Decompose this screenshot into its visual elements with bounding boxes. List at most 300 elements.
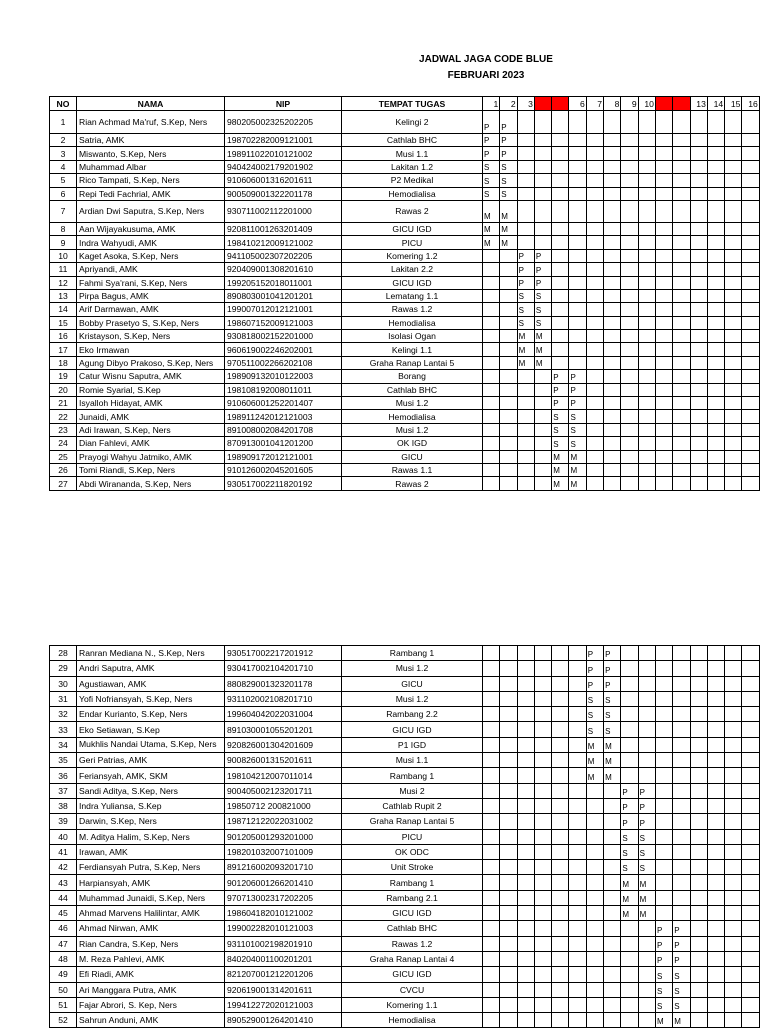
shift-cell-day-14 bbox=[707, 370, 724, 383]
row-tempat: Komering 1.1 bbox=[342, 997, 483, 1012]
row-nip: 940424002179201902 bbox=[225, 160, 342, 173]
shift-cell-day-9 bbox=[621, 289, 638, 302]
shift-cell-day-3 bbox=[517, 397, 534, 410]
shift-cell-day-6 bbox=[569, 343, 586, 356]
shift-cell-day-2 bbox=[500, 397, 517, 410]
shift-cell-day-6 bbox=[569, 982, 586, 997]
table-row bbox=[50, 397, 760, 410]
table-row bbox=[50, 263, 760, 276]
row-nip: 198911242012121003 bbox=[225, 410, 342, 423]
shift-cell-day-13 bbox=[690, 860, 707, 875]
row-no: 50 bbox=[50, 982, 77, 997]
header-day-9: 9 bbox=[621, 97, 638, 111]
shift-cell-day-12 bbox=[673, 814, 690, 829]
shift-cell-day-7 bbox=[586, 829, 603, 844]
shift-cell-day-9 bbox=[621, 303, 638, 316]
shift-cell-day-2 bbox=[500, 906, 517, 921]
shift-cell-day-6 bbox=[569, 160, 586, 173]
shift-cell-day-16 bbox=[742, 722, 759, 737]
shift-cell-day-9 bbox=[621, 134, 638, 147]
shift-cell-day-4: S bbox=[534, 303, 551, 316]
shift-cell-day-7 bbox=[586, 997, 603, 1012]
shift-cell-day-15 bbox=[725, 303, 742, 316]
shift-cell-day-1 bbox=[483, 437, 500, 450]
row-nip: 900826001315201611 bbox=[225, 753, 342, 768]
shift-cell-day-3 bbox=[517, 906, 534, 921]
shift-cell-day-5: M bbox=[552, 450, 569, 463]
shift-cell-day-11 bbox=[655, 343, 672, 356]
shift-cell-day-7 bbox=[586, 383, 603, 396]
shift-cell-day-15 bbox=[725, 147, 742, 160]
shift-cell-day-12 bbox=[673, 477, 690, 490]
row-tempat: Rambang 1 bbox=[342, 768, 483, 783]
shift-cell-day-11 bbox=[655, 303, 672, 316]
shift-cell-day-15 bbox=[725, 437, 742, 450]
shift-cell-day-10 bbox=[638, 147, 655, 160]
shift-cell-day-11: P bbox=[655, 951, 672, 966]
shift-cell-day-9 bbox=[621, 951, 638, 966]
shift-cell-day-9 bbox=[621, 967, 638, 982]
shift-cell-day-11 bbox=[655, 289, 672, 302]
shift-cell-day-3 bbox=[517, 722, 534, 737]
shift-cell-day-14 bbox=[707, 768, 724, 783]
shift-cell-day-4 bbox=[534, 160, 551, 173]
shift-cell-day-8 bbox=[604, 997, 621, 1012]
table-row bbox=[50, 187, 760, 200]
shift-cell-day-3 bbox=[517, 187, 534, 200]
shift-cell-day-5 bbox=[552, 1013, 569, 1028]
shift-cell-day-4 bbox=[534, 450, 551, 463]
shift-cell-day-5 bbox=[552, 249, 569, 262]
shift-cell-day-13 bbox=[690, 737, 707, 752]
shift-cell-day-8: S bbox=[604, 691, 621, 706]
shift-cell-day-5 bbox=[552, 343, 569, 356]
shift-cell-day-12 bbox=[673, 844, 690, 859]
shift-cell-day-1: M bbox=[483, 222, 500, 235]
shift-cell-day-9 bbox=[621, 147, 638, 160]
row-nip: 198604182010121002 bbox=[225, 906, 342, 921]
row-no: 52 bbox=[50, 1013, 77, 1028]
shift-cell-day-6 bbox=[569, 798, 586, 813]
shift-cell-day-2 bbox=[500, 450, 517, 463]
row-tempat: Musi 1.2 bbox=[342, 661, 483, 676]
shift-cell-day-3 bbox=[517, 798, 534, 813]
shift-cell-day-2: P bbox=[500, 134, 517, 147]
row-tempat: Graha Ranap Lantai 4 bbox=[342, 951, 483, 966]
row-nama: Catur Wisnu Saputra, AMK bbox=[77, 370, 225, 383]
shift-cell-day-6 bbox=[569, 174, 586, 187]
shift-cell-day-4: S bbox=[534, 289, 551, 302]
shift-cell-day-1: M bbox=[483, 236, 500, 249]
shift-cell-day-9 bbox=[621, 160, 638, 173]
row-no: 3 bbox=[50, 147, 77, 160]
shift-cell-day-2 bbox=[500, 829, 517, 844]
shift-cell-day-12 bbox=[673, 860, 690, 875]
shift-cell-day-5 bbox=[552, 997, 569, 1012]
shift-cell-day-14 bbox=[707, 951, 724, 966]
shift-cell-day-11 bbox=[655, 134, 672, 147]
shift-cell-day-6 bbox=[569, 691, 586, 706]
shift-cell-day-15 bbox=[725, 370, 742, 383]
shift-cell-day-2: S bbox=[500, 187, 517, 200]
shift-cell-day-1 bbox=[483, 423, 500, 436]
row-no: 47 bbox=[50, 936, 77, 951]
shift-cell-day-14 bbox=[707, 921, 724, 936]
shift-cell-day-5 bbox=[552, 890, 569, 905]
shift-cell-day-12 bbox=[673, 410, 690, 423]
shift-cell-day-14 bbox=[707, 187, 724, 200]
shift-cell-day-3 bbox=[517, 450, 534, 463]
table-row bbox=[50, 174, 760, 187]
row-tempat: Musi 1.2 bbox=[342, 691, 483, 706]
shift-cell-day-14 bbox=[707, 844, 724, 859]
shift-cell-day-8: P bbox=[604, 676, 621, 691]
shift-cell-day-1: M bbox=[483, 200, 500, 222]
shift-cell-day-1: P bbox=[483, 134, 500, 147]
shift-cell-day-7 bbox=[586, 222, 603, 235]
shift-cell-day-3 bbox=[517, 707, 534, 722]
shift-cell-day-6: M bbox=[569, 463, 586, 476]
shift-cell-day-12 bbox=[673, 343, 690, 356]
shift-cell-day-10 bbox=[638, 423, 655, 436]
row-tempat: P1 IGD bbox=[342, 737, 483, 752]
shift-cell-day-13 bbox=[690, 236, 707, 249]
row-nip: 870913001041201200 bbox=[225, 437, 342, 450]
header-day-8: 8 bbox=[604, 97, 621, 111]
shift-cell-day-4 bbox=[534, 967, 551, 982]
shift-cell-day-6 bbox=[569, 737, 586, 752]
shift-cell-day-12 bbox=[673, 200, 690, 222]
shift-cell-day-14 bbox=[707, 463, 724, 476]
shift-cell-day-10 bbox=[638, 187, 655, 200]
shift-cell-day-12 bbox=[673, 423, 690, 436]
shift-cell-day-12 bbox=[673, 737, 690, 752]
shift-cell-day-13 bbox=[690, 722, 707, 737]
row-nip: 198104212007011014 bbox=[225, 768, 342, 783]
shift-cell-day-3 bbox=[517, 134, 534, 147]
shift-cell-day-13 bbox=[690, 753, 707, 768]
header-day-16: 16 bbox=[742, 97, 759, 111]
shift-cell-day-10 bbox=[638, 410, 655, 423]
shift-cell-day-13 bbox=[690, 707, 707, 722]
shift-cell-day-5 bbox=[552, 646, 569, 661]
shift-cell-day-2 bbox=[500, 951, 517, 966]
shift-cell-day-4 bbox=[534, 890, 551, 905]
shift-cell-day-11 bbox=[655, 276, 672, 289]
shift-cell-day-5 bbox=[552, 936, 569, 951]
shift-cell-day-14 bbox=[707, 397, 724, 410]
row-no: 16 bbox=[50, 330, 77, 343]
shift-cell-day-9 bbox=[621, 661, 638, 676]
shift-cell-day-10 bbox=[638, 236, 655, 249]
shift-cell-day-16 bbox=[742, 200, 759, 222]
shift-cell-day-5: M bbox=[552, 477, 569, 490]
shift-cell-day-7 bbox=[586, 370, 603, 383]
shift-cell-day-16 bbox=[742, 187, 759, 200]
shift-cell-day-11 bbox=[655, 829, 672, 844]
shift-cell-day-4 bbox=[534, 174, 551, 187]
shift-cell-day-2 bbox=[500, 753, 517, 768]
table-row bbox=[50, 661, 760, 676]
shift-cell-day-2 bbox=[500, 383, 517, 396]
shift-cell-day-5 bbox=[552, 951, 569, 966]
shift-cell-day-7 bbox=[586, 798, 603, 813]
table-row bbox=[50, 737, 760, 752]
shift-cell-day-2 bbox=[500, 814, 517, 829]
shift-cell-day-13 bbox=[690, 982, 707, 997]
shift-cell-day-11 bbox=[655, 236, 672, 249]
row-nip: 970511002266202108 bbox=[225, 356, 342, 369]
shift-cell-day-13 bbox=[690, 906, 707, 921]
shift-cell-day-4 bbox=[534, 768, 551, 783]
shift-cell-day-6 bbox=[569, 303, 586, 316]
table-row bbox=[50, 303, 760, 316]
row-no: 7 bbox=[50, 200, 77, 222]
shift-cell-day-3 bbox=[517, 437, 534, 450]
shift-cell-day-10 bbox=[638, 276, 655, 289]
shift-cell-day-15 bbox=[725, 753, 742, 768]
shift-cell-day-16 bbox=[742, 737, 759, 752]
shift-cell-day-15 bbox=[725, 783, 742, 798]
row-no: 23 bbox=[50, 423, 77, 436]
shift-cell-day-15 bbox=[725, 343, 742, 356]
shift-cell-day-2 bbox=[500, 707, 517, 722]
shift-cell-day-12 bbox=[673, 661, 690, 676]
table-row bbox=[50, 676, 760, 691]
shift-cell-day-10: P bbox=[638, 783, 655, 798]
shift-cell-day-4: M bbox=[534, 330, 551, 343]
shift-cell-day-11 bbox=[655, 768, 672, 783]
row-nama: Kristayson, S.Kep, Ners bbox=[77, 330, 225, 343]
row-no: 2 bbox=[50, 134, 77, 147]
row-tempat: Hemodialisa bbox=[342, 1013, 483, 1028]
shift-cell-day-7 bbox=[586, 982, 603, 997]
shift-cell-day-14 bbox=[707, 410, 724, 423]
shift-cell-day-8 bbox=[604, 370, 621, 383]
row-nip: 920409001308201610 bbox=[225, 263, 342, 276]
shift-cell-day-3: P bbox=[517, 249, 534, 262]
table-row bbox=[50, 276, 760, 289]
shift-cell-day-11: P bbox=[655, 921, 672, 936]
shift-cell-day-9 bbox=[621, 437, 638, 450]
shift-cell-day-13 bbox=[690, 890, 707, 905]
shift-cell-day-4 bbox=[534, 383, 551, 396]
shift-cell-day-4 bbox=[534, 860, 551, 875]
shift-cell-day-12 bbox=[673, 783, 690, 798]
shift-cell-day-1 bbox=[483, 814, 500, 829]
shift-cell-day-5 bbox=[552, 134, 569, 147]
shift-cell-day-2: M bbox=[500, 236, 517, 249]
row-nip: 931101002198201910 bbox=[225, 936, 342, 951]
shift-cell-day-6 bbox=[569, 936, 586, 951]
row-nip: 198410212009121002 bbox=[225, 236, 342, 249]
shift-cell-day-6: P bbox=[569, 383, 586, 396]
row-nama: Mukhlis Nandai Utama, S.Kep, Ners bbox=[77, 737, 225, 752]
shift-cell-day-14 bbox=[707, 437, 724, 450]
table-row bbox=[50, 383, 760, 396]
shift-cell-day-4 bbox=[534, 844, 551, 859]
row-no: 25 bbox=[50, 450, 77, 463]
shift-cell-day-9 bbox=[621, 187, 638, 200]
shift-cell-day-7: M bbox=[586, 753, 603, 768]
shift-cell-day-2 bbox=[500, 330, 517, 343]
shift-cell-day-1: S bbox=[483, 160, 500, 173]
shift-cell-day-7 bbox=[586, 111, 603, 134]
shift-cell-day-6 bbox=[569, 814, 586, 829]
shift-cell-day-6 bbox=[569, 890, 586, 905]
row-tempat: GICU IGD bbox=[342, 967, 483, 982]
shift-cell-day-11 bbox=[655, 875, 672, 890]
shift-cell-day-9 bbox=[621, 921, 638, 936]
shift-cell-day-8: S bbox=[604, 722, 621, 737]
shift-cell-day-5 bbox=[552, 263, 569, 276]
shift-cell-day-11 bbox=[655, 160, 672, 173]
row-nama: Satria, AMK bbox=[77, 134, 225, 147]
shift-cell-day-10 bbox=[638, 997, 655, 1012]
shift-cell-day-12 bbox=[673, 691, 690, 706]
shift-cell-day-4 bbox=[534, 982, 551, 997]
shift-cell-day-8: P bbox=[604, 661, 621, 676]
shift-cell-day-7: S bbox=[586, 691, 603, 706]
shift-cell-day-6: P bbox=[569, 397, 586, 410]
shift-cell-day-15 bbox=[725, 111, 742, 134]
shift-cell-day-9: P bbox=[621, 798, 638, 813]
shift-cell-day-6 bbox=[569, 875, 586, 890]
row-tempat: P2 Medikal bbox=[342, 174, 483, 187]
shift-cell-day-6 bbox=[569, 860, 586, 875]
row-nip: 199604042022031004 bbox=[225, 707, 342, 722]
shift-cell-day-4: M bbox=[534, 356, 551, 369]
shift-cell-day-1 bbox=[483, 370, 500, 383]
shift-cell-day-12 bbox=[673, 187, 690, 200]
shift-cell-day-1 bbox=[483, 997, 500, 1012]
row-no: 35 bbox=[50, 753, 77, 768]
shift-cell-day-12 bbox=[673, 646, 690, 661]
shift-cell-day-2: M bbox=[500, 222, 517, 235]
row-no: 21 bbox=[50, 397, 77, 410]
shift-cell-day-2 bbox=[500, 875, 517, 890]
row-nama: Aan Wijayakusuma, AMK bbox=[77, 222, 225, 235]
shift-cell-day-10 bbox=[638, 200, 655, 222]
shift-cell-day-11 bbox=[655, 737, 672, 752]
row-no: 5 bbox=[50, 174, 77, 187]
shift-cell-day-2 bbox=[500, 410, 517, 423]
shift-cell-day-15 bbox=[725, 875, 742, 890]
shift-cell-day-5 bbox=[552, 356, 569, 369]
shift-cell-day-4 bbox=[534, 829, 551, 844]
shift-cell-day-5 bbox=[552, 222, 569, 235]
shift-cell-day-10 bbox=[638, 1013, 655, 1028]
table-row bbox=[50, 829, 760, 844]
shift-cell-day-14 bbox=[707, 1013, 724, 1028]
row-tempat: Cathlab BHC bbox=[342, 921, 483, 936]
shift-cell-day-1 bbox=[483, 722, 500, 737]
shift-cell-day-2 bbox=[500, 343, 517, 356]
shift-cell-day-13 bbox=[690, 316, 707, 329]
shift-cell-day-2 bbox=[500, 276, 517, 289]
shift-cell-day-14 bbox=[707, 814, 724, 829]
shift-cell-day-5: P bbox=[552, 397, 569, 410]
shift-cell-day-13 bbox=[690, 289, 707, 302]
row-no: 36 bbox=[50, 768, 77, 783]
row-nip: 920811001263201409 bbox=[225, 222, 342, 235]
shift-cell-day-2 bbox=[500, 676, 517, 691]
header-tempat: TEMPAT TUGAS bbox=[342, 97, 483, 111]
shift-cell-day-5 bbox=[552, 187, 569, 200]
shift-cell-day-12 bbox=[673, 222, 690, 235]
shift-cell-day-16 bbox=[742, 111, 759, 134]
row-tempat: Musi 1.2 bbox=[342, 397, 483, 410]
shift-cell-day-3 bbox=[517, 967, 534, 982]
row-nama: Tomi Riandi, S.Kep, Ners bbox=[77, 463, 225, 476]
row-no: 41 bbox=[50, 844, 77, 859]
shift-cell-day-1 bbox=[483, 646, 500, 661]
shift-cell-day-16 bbox=[742, 829, 759, 844]
shift-cell-day-10 bbox=[638, 921, 655, 936]
shift-cell-day-11 bbox=[655, 906, 672, 921]
row-nama: Dian Fahlevi, AMK bbox=[77, 437, 225, 450]
shift-cell-day-5 bbox=[552, 783, 569, 798]
row-nip: 199002282010121003 bbox=[225, 921, 342, 936]
shift-cell-day-1 bbox=[483, 890, 500, 905]
row-nip: 821207001212201206 bbox=[225, 967, 342, 982]
shift-cell-day-3 bbox=[517, 661, 534, 676]
shift-cell-day-15 bbox=[725, 890, 742, 905]
shift-cell-day-2 bbox=[500, 921, 517, 936]
row-nip: 910606001316201611 bbox=[225, 174, 342, 187]
row-tempat: GICU IGD bbox=[342, 722, 483, 737]
shift-cell-day-3 bbox=[517, 921, 534, 936]
shift-cell-day-4: S bbox=[534, 316, 551, 329]
shift-cell-day-12 bbox=[673, 356, 690, 369]
shift-cell-day-8 bbox=[604, 860, 621, 875]
shift-cell-day-7 bbox=[586, 844, 603, 859]
shift-cell-day-11 bbox=[655, 397, 672, 410]
shift-cell-day-13 bbox=[690, 356, 707, 369]
shift-cell-day-8 bbox=[604, 829, 621, 844]
shift-cell-day-2 bbox=[500, 783, 517, 798]
row-no: 29 bbox=[50, 661, 77, 676]
row-nama: Indra Yuliansa, S.Kep bbox=[77, 798, 225, 813]
shift-cell-day-8 bbox=[604, 798, 621, 813]
shift-cell-day-3: P bbox=[517, 276, 534, 289]
table-row bbox=[50, 707, 760, 722]
shift-cell-day-6 bbox=[569, 200, 586, 222]
header-nip: NIP bbox=[225, 97, 342, 111]
row-no: 12 bbox=[50, 276, 77, 289]
row-nama: Sahrun Anduni, AMK bbox=[77, 1013, 225, 1028]
shift-cell-day-2 bbox=[500, 661, 517, 676]
shift-cell-day-6 bbox=[569, 921, 586, 936]
shift-cell-day-10 bbox=[638, 356, 655, 369]
shift-cell-day-3 bbox=[517, 646, 534, 661]
shift-cell-day-15 bbox=[725, 844, 742, 859]
table-row bbox=[50, 316, 760, 329]
shift-cell-day-1 bbox=[483, 844, 500, 859]
shift-cell-day-6: M bbox=[569, 450, 586, 463]
shift-cell-day-2: S bbox=[500, 160, 517, 173]
row-nip: 880829001323201178 bbox=[225, 676, 342, 691]
shift-cell-day-5 bbox=[552, 236, 569, 249]
shift-cell-day-3 bbox=[517, 951, 534, 966]
shift-cell-day-3 bbox=[517, 890, 534, 905]
shift-cell-day-8 bbox=[604, 343, 621, 356]
table-row bbox=[50, 890, 760, 905]
row-nip: 970713002317202205 bbox=[225, 890, 342, 905]
row-nip: 891216002093201710 bbox=[225, 860, 342, 875]
shift-cell-day-13 bbox=[690, 370, 707, 383]
shift-cell-day-12 bbox=[673, 798, 690, 813]
